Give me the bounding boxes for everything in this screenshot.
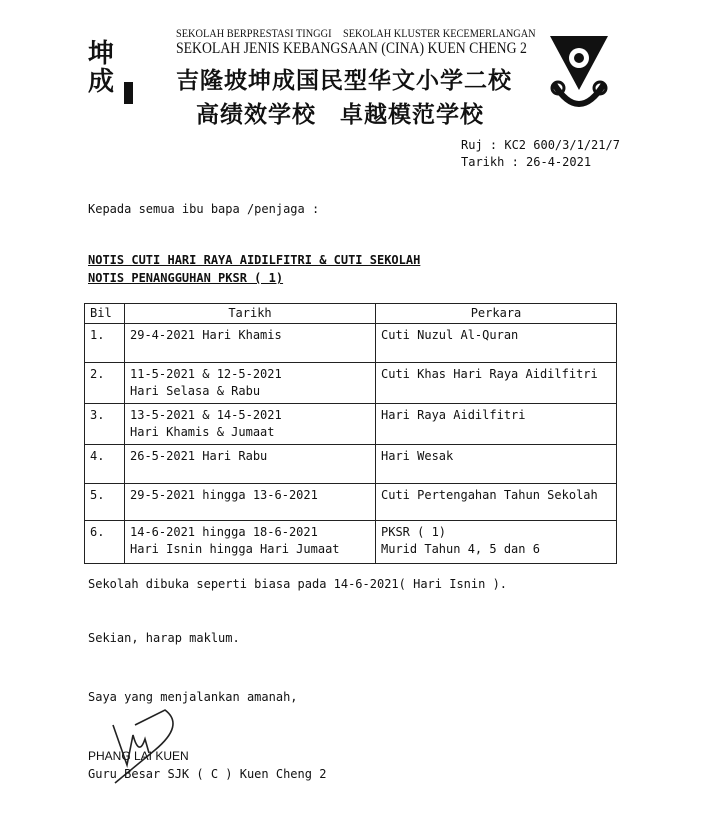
tarikh-line: Hari Isnin hingga Hari Jumaat — [130, 542, 340, 556]
perkara-line: PKSR ( 1) — [381, 525, 447, 539]
cell-bil: 4. — [85, 445, 125, 484]
tarikh-line: Hari Khamis & Jumaat — [130, 425, 275, 439]
perkara-line: Cuti Khas Hari Raya Aidilfitri — [381, 367, 598, 381]
letter-date: Tarikh : 26-4-2021 — [461, 155, 592, 169]
cell-bil: 6. — [85, 521, 125, 564]
notice-title: NOTIS CUTI HARI RAYA AIDILFITRI & CUTI SEKOLAH — [88, 253, 421, 267]
cell-bil: 1. — [85, 324, 125, 363]
cell-tarikh — [125, 445, 376, 484]
perkara-line: Hari Raya Aidilfitri — [381, 408, 526, 422]
cell-tarikh — [125, 363, 376, 404]
tagline-left: SEKOLAH BERPRESTASI TINGGI — [176, 26, 332, 40]
cell-bil: 5. — [85, 484, 125, 521]
table-row — [85, 324, 617, 363]
table-row — [85, 445, 617, 484]
salutation: Kepada semua ibu bapa /penjaga : — [88, 202, 320, 216]
cell-tarikh — [125, 484, 376, 521]
table-header-row — [85, 304, 617, 324]
perkara-line: Murid Tahun 4, 5 dan 6 — [381, 542, 540, 556]
cell-tarikh — [125, 521, 376, 564]
signatory-name: PHANG LAI KUEN — [88, 749, 189, 763]
reopening-note: Sekolah dibuka seperti biasa pada 14-6-2021( Hari Isnin ). — [88, 577, 508, 591]
cell-tarikh — [125, 324, 376, 363]
header-tarikh: Tarikh — [125, 304, 376, 324]
header-perkara: Perkara — [376, 304, 617, 324]
tarikh-line: Hari Selasa & Rabu — [130, 384, 261, 398]
cell-perkara — [376, 404, 617, 445]
cell-perkara — [376, 521, 617, 564]
perkara-line: Cuti Pertengahan Tahun Sekolah — [381, 488, 598, 502]
school-motto: 高绩效学校 卓越模范学校 — [196, 101, 484, 128]
tagline-right: SEKOLAH KLUSTER KECEMERLANGAN — [343, 26, 536, 40]
closing-remark: Sekian, harap maklum. — [88, 631, 240, 645]
logo-bar — [124, 82, 133, 104]
header-bil: Bil — [85, 304, 125, 324]
holiday-table — [84, 303, 617, 564]
table-row — [85, 404, 617, 445]
cell-perkara — [376, 484, 617, 521]
school-crest-icon — [548, 34, 610, 114]
school-chinese-name: 吉隆坡坤成国民型华文小学二校 — [176, 67, 512, 94]
signoff: Saya yang menjalankan amanah, — [88, 690, 298, 704]
tarikh-line: 29-5-2021 hingga 13-6-2021 — [130, 488, 318, 502]
reference-number: Ruj : KC2 600/3/1/21/7 — [461, 138, 620, 152]
school-logo-left: 坤成 — [88, 39, 115, 97]
table-row — [85, 484, 617, 521]
perkara-line: Hari Wesak — [381, 449, 454, 463]
cell-bil: 2. — [85, 363, 125, 404]
signatory-title: Guru Besar SJK ( C ) Kuen Cheng 2 — [88, 767, 327, 781]
cell-tarikh — [125, 404, 376, 445]
cell-bil: 3. — [85, 404, 125, 445]
cell-perkara — [376, 363, 617, 404]
cell-perkara — [376, 324, 617, 363]
tarikh-line: 14-6-2021 hingga 18-6-2021 — [130, 525, 318, 539]
cell-perkara — [376, 445, 617, 484]
school-name: SEKOLAH JENIS KEBANGSAAN (CINA) KUEN CHENG 2 — [176, 40, 527, 57]
tarikh-line: 13-5-2021 & 14-5-2021 — [130, 408, 282, 422]
tarikh-line: 29-4-2021 Hari Khamis — [130, 328, 282, 342]
table-row — [85, 363, 617, 404]
perkara-line: Cuti Nuzul Al-Quran — [381, 328, 519, 342]
tarikh-line: 11-5-2021 & 12-5-2021 — [130, 367, 282, 381]
tarikh-line: 26-5-2021 Hari Rabu — [130, 449, 268, 463]
notice-subtitle: NOTIS PENANGGUHAN PKSR ( 1) — [88, 271, 284, 285]
table-row — [85, 521, 617, 564]
